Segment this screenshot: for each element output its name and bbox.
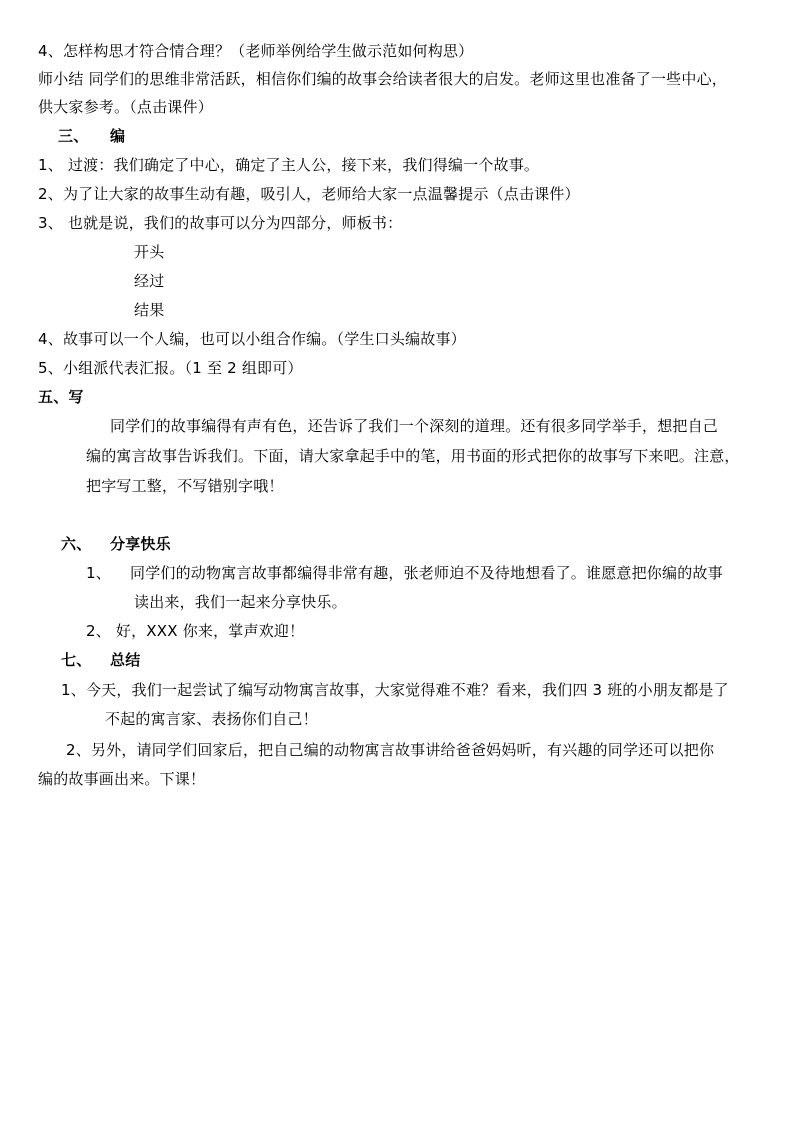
section-6-heading-title: 分享快乐 bbox=[110, 535, 171, 553]
section-6-heading-number: 六、 bbox=[61, 535, 92, 553]
section-7-heading-title: 总结 bbox=[110, 651, 141, 669]
section-7-item-1-line-2: 不起的寓言家、表扬你们自己！ bbox=[105, 710, 318, 728]
section-3-heading-number: 三、 bbox=[58, 127, 89, 145]
section-6-item-1-number: 1、 bbox=[86, 564, 111, 582]
section-7-item-2-line-1: 2、另外，请同学们回家后，把自己编的动物寓言故事讲给爸爸妈妈听，有兴趣的同学还可以把你 bbox=[66, 741, 715, 759]
section-3-heading-title: 编 bbox=[110, 127, 126, 145]
board-writing-opening: 开头 bbox=[134, 243, 165, 261]
section-6-item-2: 2、 好，XXX 你来，掌声欢迎！ bbox=[86, 622, 305, 640]
section-7-item-2-line-2: 编的故事画出来。下课！ bbox=[38, 770, 206, 788]
section-3-item-2: 2、为了让大家的故事生动有趣，吸引人，老师给大家一点温馨提示（点击课件） bbox=[38, 185, 580, 203]
section-5-paragraph-line-2: 编的寓言故事告诉我们。下面，请大家拿起手中的笔，用书面的形式把你的故事写下来吧。注意， bbox=[86, 447, 740, 465]
intro-item-4: 4、怎样构思才符合情合理？（老师举例给学生做示范如何构思） bbox=[38, 42, 474, 60]
section-6-item-1-line-2: 读出来，我们一起来分享快乐。 bbox=[134, 593, 347, 611]
board-writing-ending: 结果 bbox=[134, 301, 165, 319]
board-writing-development: 经过 bbox=[134, 272, 165, 290]
section-3-item-5: 5、小组派代表汇报。（1 至 2 组即可） bbox=[38, 359, 303, 377]
section-5-paragraph-line-3: 把字写工整，不写错别字哦！ bbox=[86, 477, 284, 495]
section-7-heading-number: 七、 bbox=[61, 651, 92, 669]
section-6-item-1-line-1: 同学们的动物寓言故事都编得非常有趣，张老师迫不及待地想看了。谁愿意把你编的故事 bbox=[130, 564, 723, 582]
section-3-item-3: 3、 也就是说，我们的故事可以分为四部分，师板书： bbox=[38, 214, 403, 232]
section-3-item-1: 1、 过渡：我们确定了中心，确定了主人公，接下来，我们得编一个故事。 bbox=[38, 156, 540, 174]
section-5-paragraph-line-1: 同学们的故事编得有声有色，还告诉了我们一个深刻的道理。还有很多同学举手，想把自己 bbox=[110, 417, 719, 435]
section-3-item-4: 4、故事可以一个人编，也可以小组合作编。（学生口头编故事） bbox=[38, 330, 466, 348]
teacher-summary-line-2: 供大家参考。（点击课件） bbox=[38, 98, 213, 116]
section-7-item-1-line-1: 1、今天，我们一起尝试了编写动物寓言故事，大家觉得难不难？看来，我们四 3 班的小朋友都是了 bbox=[61, 681, 729, 699]
teacher-summary-line-1: 师小结 同学们的思维非常活跃，相信你们编的故事会给读者很大的启发。老师这里也准备了一些中心， bbox=[38, 70, 727, 88]
section-5-heading: 五、写 bbox=[38, 388, 84, 406]
